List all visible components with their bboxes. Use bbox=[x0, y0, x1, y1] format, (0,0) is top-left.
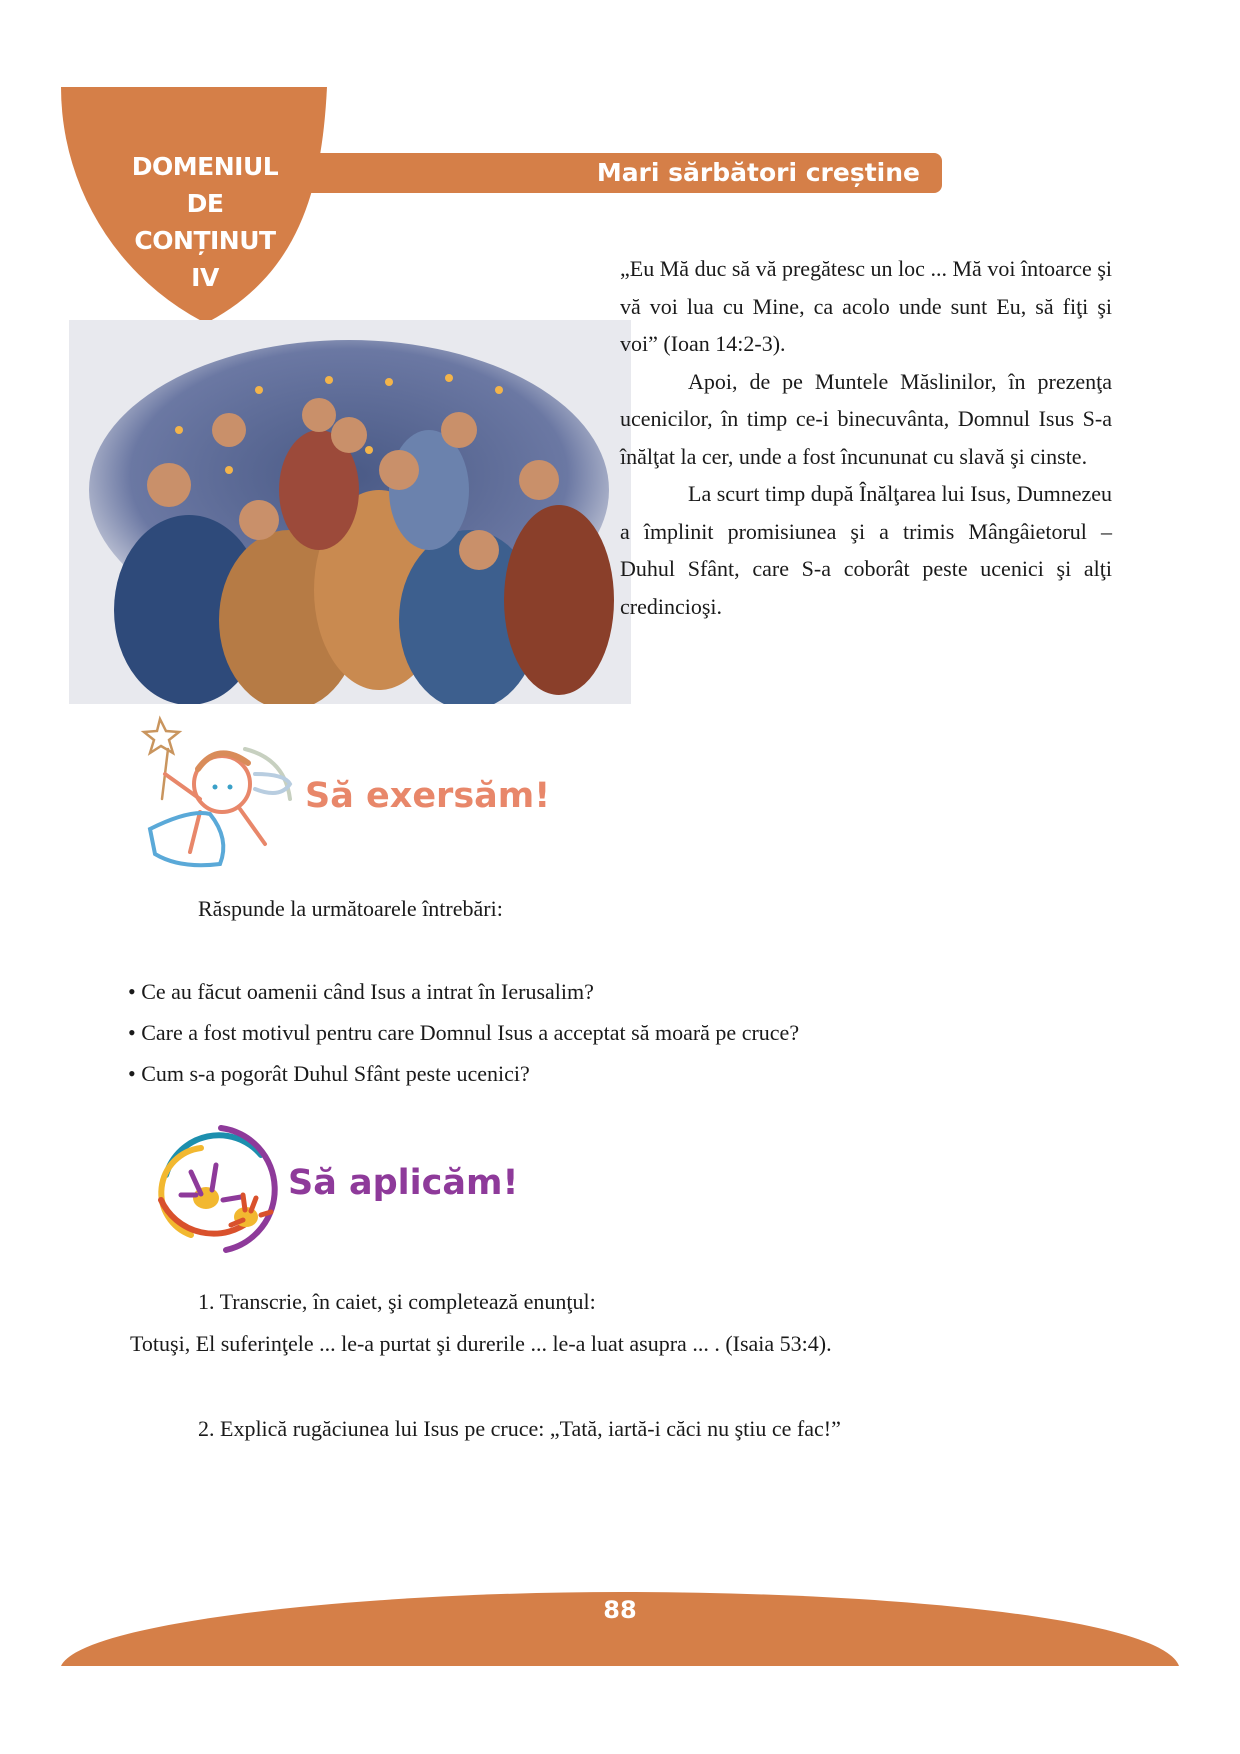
domain-label bbox=[110, 148, 300, 296]
page-number: 88 bbox=[603, 1596, 637, 1624]
domain-line: IV bbox=[191, 263, 219, 292]
hands-circle-icon bbox=[151, 1120, 281, 1258]
apply-task-1: 1. Transcrie, în caiet, şi completează enunţul: bbox=[198, 1289, 596, 1314]
domain-line: DE bbox=[186, 189, 224, 218]
exercise-question: • Care a fost motivul pentru care Domnul Isus a acceptat să moară pe cruce? bbox=[128, 1020, 800, 1045]
angel-icon bbox=[140, 709, 300, 874]
chapter-title: Mari sărbători creștine bbox=[596, 158, 920, 187]
pentecost-illustration bbox=[69, 320, 631, 704]
domain-line: CONȚINUT bbox=[134, 226, 276, 255]
chapter-title-band bbox=[300, 153, 942, 193]
intro-paragraph: La scurt timp după Înălţarea lui Isus, Dumnezeu a împlinit promisiunea şi a trimis Mângâietorul – Duhul Sfânt, care S-a coborât peste ucenici şi alţi credincioşi. bbox=[620, 481, 1112, 619]
intro-quote: „Eu Mă duc să vă pregătesc un loc ... Mă voi întoarce şi vă voi lua cu Mine, ca acolo unde sunt Eu, să fiţi şi voi” (Ioan 14:2-3). bbox=[620, 256, 1112, 356]
exercise-instruction: Răspunde la următoarele întrebări: bbox=[198, 896, 503, 921]
domain-line: DOMENIUL bbox=[131, 152, 279, 181]
apply-task-2: 2. Explică rugăciunea lui Isus pe cruce: „Tată, iartă-i căci nu ştiu ce fac!” bbox=[198, 1416, 841, 1441]
exercise-question: • Cum s-a pogorât Duhul Sfânt peste ucenici? bbox=[128, 1061, 530, 1086]
intro-text bbox=[620, 250, 1112, 625]
exercise-section-title: Să exersăm! bbox=[305, 776, 551, 816]
apply-task-1-text: Totuşi, El suferinţele ... le-a purtat şi durerile ... le-a luat asupra ... . (Isaia 53:4). bbox=[130, 1331, 832, 1356]
exercise-question: • Ce au făcut oamenii când Isus a intrat în Ierusalim? bbox=[128, 979, 594, 1004]
intro-paragraph: Apoi, de pe Muntele Măslinilor, în prezenţa ucenicilor, în timp ce-i binecuvânta, Domnul Isus S-a înălţat la cer, unde a fost încununat cu slavă şi cinste. bbox=[620, 368, 1112, 469]
apply-section-title: Să aplicăm! bbox=[288, 1163, 519, 1203]
